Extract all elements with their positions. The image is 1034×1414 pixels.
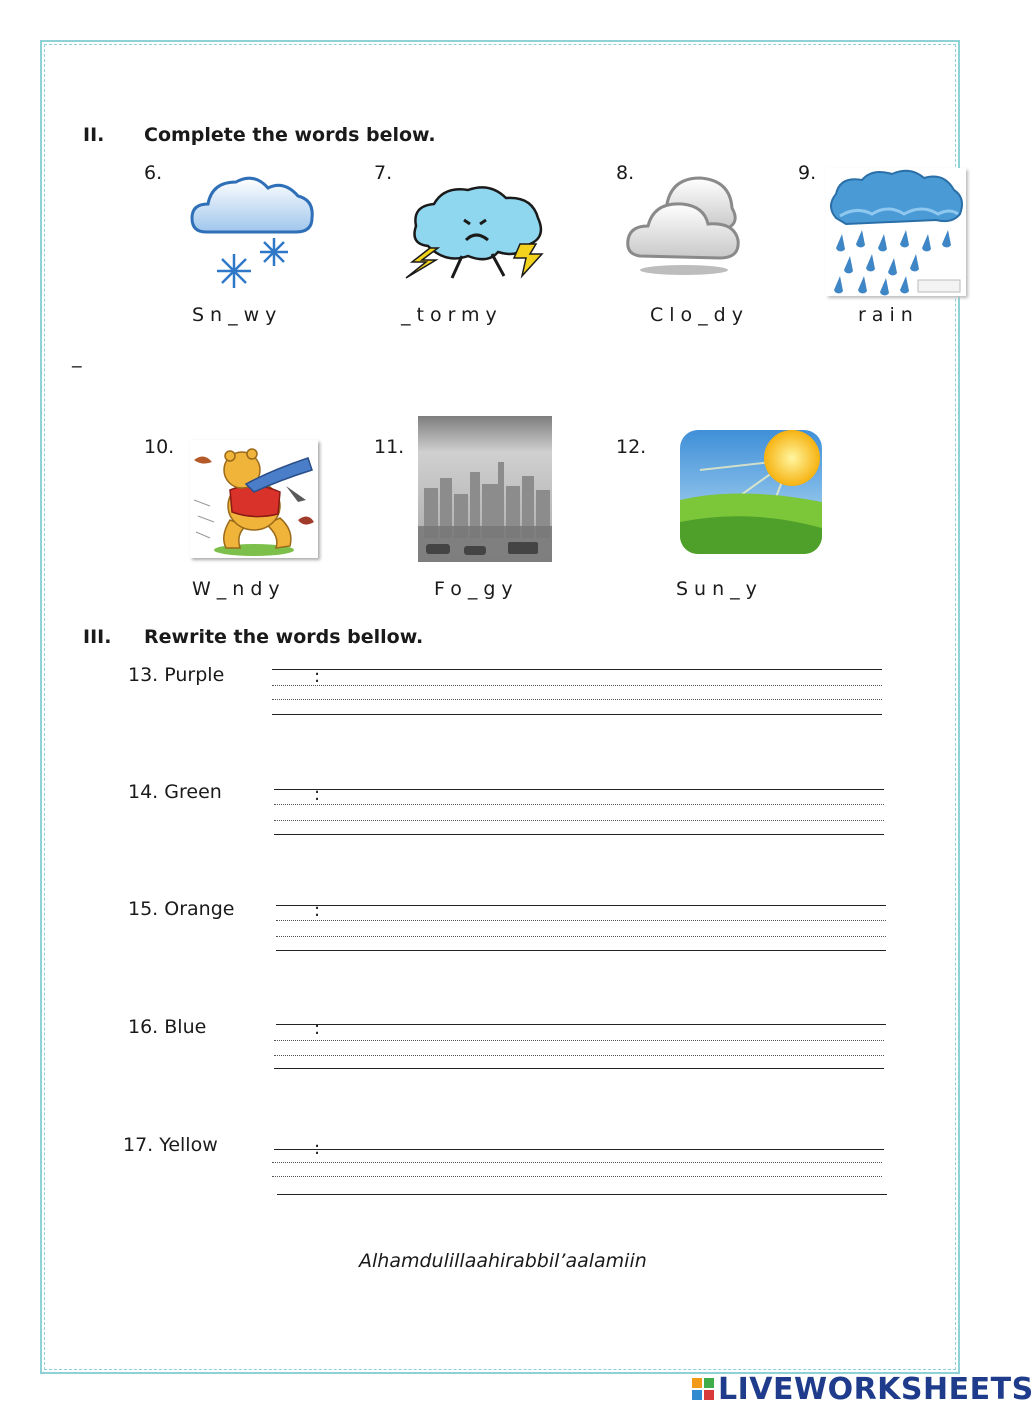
section-2-title: Complete the words below. xyxy=(144,124,436,146)
colon-14: : xyxy=(314,784,321,805)
writing-line-bottom xyxy=(276,950,886,951)
item-8-word: Clo_dy xyxy=(650,304,749,326)
item-8-number: 8. xyxy=(616,162,635,184)
writing-line-dotted xyxy=(274,804,884,805)
colon-16: : xyxy=(314,1018,321,1039)
item-9-word: rain xyxy=(858,304,919,326)
rewrite-label-17: 17. Yellow xyxy=(123,1134,218,1156)
rewrite-label-14: 14. Green xyxy=(128,781,222,803)
colon-17: : xyxy=(314,1138,321,1159)
writing-line-dotted xyxy=(274,820,884,821)
writing-line-bottom xyxy=(272,714,882,715)
writing-line-top xyxy=(272,669,882,670)
writing-line-dotted xyxy=(272,685,882,686)
item-10-number: 10. xyxy=(144,436,175,458)
writing-line-bottom xyxy=(274,834,884,835)
writing-line-dotted xyxy=(276,920,886,921)
writing-line-dotted xyxy=(272,1162,882,1163)
cloudy-icon xyxy=(624,172,742,278)
windy-bear-icon xyxy=(190,440,318,558)
writing-line-bottom xyxy=(277,1194,887,1195)
writing-line-top xyxy=(274,1149,884,1150)
item-11-word: Fo_gy xyxy=(434,578,519,600)
sunny-field-icon xyxy=(680,430,822,554)
writing-line-top xyxy=(274,789,884,790)
colon-13: : xyxy=(314,666,321,687)
writing-line-dotted xyxy=(274,1040,884,1041)
rain-icon xyxy=(826,168,966,296)
item-12-number: 12. xyxy=(616,436,647,458)
snowy-cloud-icon xyxy=(188,170,318,298)
item-10-word: W_ndy xyxy=(192,578,286,600)
item-11-number: 11. xyxy=(374,436,405,458)
writing-line-dotted xyxy=(274,1055,884,1056)
liveworksheets-logo-icon xyxy=(690,1372,716,1406)
rewrite-label-13: 13. Purple xyxy=(128,664,225,686)
item-6-word: Sn_wy xyxy=(192,304,283,326)
writing-line-top xyxy=(276,905,886,906)
item-7-number: 7. xyxy=(374,162,393,184)
colon-15: : xyxy=(314,900,321,921)
writing-line-bottom xyxy=(274,1068,884,1069)
writing-line-dotted xyxy=(276,936,886,937)
rewrite-label-16: 16. Blue xyxy=(128,1016,207,1038)
item-7-word: _tormy xyxy=(401,304,503,326)
writing-line-dotted xyxy=(272,699,882,700)
liveworksheets-brand[interactable]: LIVEWORKSHEETS xyxy=(718,1372,1034,1407)
foggy-city-icon xyxy=(418,416,552,562)
writing-line-dotted xyxy=(272,1176,882,1177)
item-12-word: Sun_y xyxy=(676,578,763,600)
writing-line-top xyxy=(276,1024,886,1025)
item-9-number: 9. xyxy=(798,162,817,184)
item-6-number: 6. xyxy=(144,162,163,184)
section-2-number: II. xyxy=(83,124,105,146)
section-3-title: Rewrite the words bellow. xyxy=(144,626,424,648)
closing-phrase: Alhamdulillaahirabbil’aalamiin xyxy=(359,1250,647,1272)
storm-cloud-icon xyxy=(402,182,550,282)
stray-underscore: _ xyxy=(72,346,82,368)
rewrite-label-15: 15. Orange xyxy=(128,898,235,920)
section-3-number: III. xyxy=(83,626,112,648)
